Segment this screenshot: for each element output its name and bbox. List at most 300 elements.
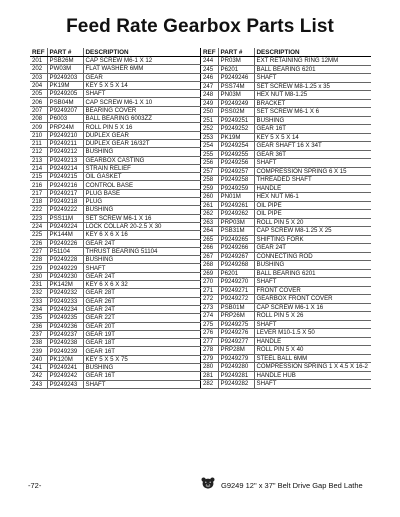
table-row (30, 189, 201, 197)
ref-cell: 262 (201, 210, 218, 219)
description-cell: CAP SCREW M6-1 X 12 (83, 57, 201, 65)
part-number-cell: P9249222 (47, 206, 83, 214)
part-number-cell: P9249224 (47, 222, 83, 230)
table-row (201, 57, 371, 66)
part-number-cell: PN01M (218, 193, 254, 202)
table-row (30, 181, 201, 189)
part-number-cell: PK144M (47, 231, 83, 239)
table-row (201, 108, 371, 117)
table-row (201, 142, 371, 151)
ref-cell: 214 (30, 164, 47, 172)
description-cell: SHAFT (83, 380, 201, 388)
description-cell: COMPRESSION SPRING 6 X 15 (254, 167, 371, 176)
ref-cell: 273 (201, 303, 218, 312)
ref-cell: 250 (201, 108, 218, 117)
table-row (30, 123, 201, 131)
part-number-cell: P9249251 (218, 116, 254, 125)
description-cell: HANDLE HUB (254, 371, 371, 380)
description-cell: CAP SCREW M8-1.25 X 25 (254, 227, 371, 236)
description-cell: SET SCREW M6-1 X 6 (254, 108, 371, 117)
ref-cell: 213 (30, 156, 47, 164)
ref-cell: 228 (30, 256, 47, 264)
ref-cell: 251 (201, 116, 218, 125)
part-number-cell: P9249254 (218, 142, 254, 151)
ref-cell: 202 (30, 65, 47, 73)
ref-cell: 245 (201, 65, 218, 74)
part-number-cell: PSB26M (47, 57, 83, 65)
description-cell: GEAR 24T (83, 239, 201, 247)
ref-cell: 230 (30, 272, 47, 280)
description-cell: ROLL PIN 5 X 40 (254, 346, 371, 355)
description-cell: OIL GASKET (83, 173, 201, 181)
part-number-cell: PR03M (218, 57, 254, 66)
part-number-cell: P9249279 (218, 354, 254, 363)
table-row (30, 272, 201, 280)
description-cell: GEAR 16T (254, 125, 371, 134)
part-number-cell: P9249234 (47, 305, 83, 313)
ref-cell: 208 (30, 115, 47, 123)
table-row (30, 90, 201, 98)
description-cell: GEAR 22T (83, 314, 201, 322)
table-row (30, 148, 201, 156)
ref-cell: 256 (201, 159, 218, 168)
ref-cell: 212 (30, 148, 47, 156)
part-number-cell: PRP03M (218, 218, 254, 227)
description-cell: BUSHING (83, 148, 201, 156)
ref-cell: 242 (30, 372, 47, 380)
description-cell: CAP SCREW M6-1 X 16 (254, 303, 371, 312)
table-row (30, 106, 201, 114)
ref-cell: 255 (201, 150, 218, 159)
table-row (201, 125, 371, 134)
part-number-cell: P9249228 (47, 256, 83, 264)
description-cell: ROLL PIN 5 X 16 (83, 123, 201, 131)
table-row (30, 65, 201, 73)
description-cell: PLUG (83, 198, 201, 206)
table-row (201, 116, 371, 125)
table-row (201, 133, 371, 142)
description-cell: GEAR 20T (83, 322, 201, 330)
ref-cell: 237 (30, 330, 47, 338)
part-number-cell: P9249210 (47, 131, 83, 139)
table-row (30, 131, 201, 139)
table-row (30, 164, 201, 172)
ref-cell: 207 (30, 106, 47, 114)
description-cell: THRUST BEARING 51104 (83, 247, 201, 255)
part-number-cell: PK19M (47, 81, 83, 89)
part-number-cell: P9249267 (218, 252, 254, 261)
table-row (201, 235, 371, 244)
description-cell: SHIFTING FORK (254, 235, 371, 244)
ref-cell: 276 (201, 329, 218, 338)
ref-cell: 239 (30, 347, 47, 355)
part-number-cell: P9249243 (47, 380, 83, 388)
table-row (30, 363, 201, 371)
description-cell: GEARBOX CASTING (83, 156, 201, 164)
part-number-cell: P51104 (47, 247, 83, 255)
ref-cell: 205 (30, 90, 47, 98)
part-number-cell: P9249215 (47, 173, 83, 181)
description-cell: ROLL PIN 5 X 20 (254, 218, 371, 227)
description-cell: HANDLE (254, 337, 371, 346)
column-header-description: DESCRIPTION (83, 48, 201, 57)
table-row (30, 206, 201, 214)
ref-cell: 252 (201, 125, 218, 134)
part-number-cell: PRP26M (218, 312, 254, 321)
ref-cell: 279 (201, 354, 218, 363)
part-number-cell: P9249281 (218, 371, 254, 380)
table-row (201, 329, 371, 338)
part-number-cell: PW03M (47, 65, 83, 73)
ref-cell: 209 (30, 123, 47, 131)
description-cell: BUSHING (83, 363, 201, 371)
part-number-cell: PSS11M (47, 214, 83, 222)
parts-table-left (30, 48, 201, 389)
description-cell: THREADED SHAFT (254, 176, 371, 185)
description-cell: SHAFT (254, 380, 371, 389)
table-row (30, 380, 201, 388)
part-number-cell: P9249211 (47, 139, 83, 147)
part-number-cell: P9249246 (218, 74, 254, 83)
ref-cell: 244 (201, 57, 218, 66)
table-row (201, 371, 371, 380)
part-number-cell: P9249252 (218, 125, 254, 134)
table-row (201, 320, 371, 329)
ref-cell: 260 (201, 193, 218, 202)
table-row (201, 74, 371, 83)
part-number-cell: P9249229 (47, 264, 83, 272)
table-row (201, 269, 371, 278)
description-cell: COMPRESSION SPRING 1 X 4.5 X 16-2 (254, 363, 371, 372)
ref-cell: 281 (201, 371, 218, 380)
ref-cell: 226 (30, 239, 47, 247)
description-cell: SHAFT (254, 320, 371, 329)
ref-cell: 218 (30, 198, 47, 206)
description-cell: KEY 5 X 5 X 14 (83, 81, 201, 89)
ref-cell: 275 (201, 320, 218, 329)
description-cell: GEAR 24T (83, 305, 201, 313)
part-number-cell: P9249217 (47, 189, 83, 197)
description-cell: FLAT WASHER 6MM (83, 65, 201, 73)
table-row (201, 286, 371, 295)
ref-cell: 203 (30, 73, 47, 81)
table-row (30, 322, 201, 330)
description-cell: GEARBOX FRONT COVER (254, 295, 371, 304)
ref-cell: 236 (30, 322, 47, 330)
table-row (201, 82, 371, 91)
part-number-cell: P9249261 (218, 201, 254, 210)
ref-cell: 267 (201, 252, 218, 261)
part-number-cell: P9249258 (218, 176, 254, 185)
description-cell: DUPLEX GEAR (83, 131, 201, 139)
description-cell: SHAFT (83, 90, 201, 98)
ref-cell: 229 (30, 264, 47, 272)
part-number-cell: P9249249 (218, 99, 254, 108)
table-row (30, 247, 201, 255)
table-row (30, 156, 201, 164)
part-number-cell: P9249212 (47, 148, 83, 156)
ref-cell: 266 (201, 244, 218, 253)
ref-cell: 257 (201, 167, 218, 176)
table-row (201, 261, 371, 270)
ref-cell: 241 (30, 363, 47, 371)
description-cell: KEY 5 X 5 X 14 (254, 133, 371, 142)
ref-cell: 216 (30, 181, 47, 189)
description-cell: BRACKET (254, 99, 371, 108)
part-number-cell: P9249226 (47, 239, 83, 247)
table-row (201, 295, 371, 304)
description-cell: GEAR (83, 73, 201, 81)
ref-cell: 274 (201, 312, 218, 321)
table-row (201, 150, 371, 159)
table-row (201, 184, 371, 193)
part-number-cell: PSS02M (218, 108, 254, 117)
description-cell: LOCK COLLAR 20-2.5 X 30 (83, 222, 201, 230)
ref-cell: 278 (201, 346, 218, 355)
description-cell: BEARING COVER (83, 106, 201, 114)
ref-cell: 232 (30, 289, 47, 297)
ref-cell: 210 (30, 131, 47, 139)
column-header-description: DESCRIPTION (254, 48, 371, 57)
ref-cell: 268 (201, 261, 218, 270)
description-cell: BUSHING (83, 206, 201, 214)
ref-cell: 204 (30, 81, 47, 89)
description-cell: GEAR SHAFT 16 X 34T (254, 142, 371, 151)
ref-cell: 227 (30, 247, 47, 255)
part-number-cell: PRP24M (47, 123, 83, 131)
table-row (201, 99, 371, 108)
part-number-cell: P9249262 (218, 210, 254, 219)
description-cell: CONTROL BASE (83, 181, 201, 189)
bear-head-icon (201, 477, 215, 489)
part-number-cell: P9249265 (218, 235, 254, 244)
part-number-cell: P9249275 (218, 320, 254, 329)
part-number-cell: P9249230 (47, 272, 83, 280)
column-header-part: PART # (47, 48, 83, 57)
description-cell: KEY 6 X 6 X 16 (83, 231, 201, 239)
ref-cell: 240 (30, 355, 47, 363)
table-row (201, 201, 371, 210)
ref-cell: 206 (30, 98, 47, 106)
table-row (30, 289, 201, 297)
ref-cell: 261 (201, 201, 218, 210)
ref-cell: 211 (30, 139, 47, 147)
table-row (30, 139, 201, 147)
description-cell: BALL BEARING 6201 (254, 65, 371, 74)
table-row (201, 312, 371, 321)
description-cell: HEX NUT M8-1.25 (254, 91, 371, 100)
description-cell: GEAR 18T (83, 339, 201, 347)
description-cell: ROLL PIN 5 X 26 (254, 312, 371, 321)
parts-tables (30, 48, 371, 389)
ref-cell: 263 (201, 218, 218, 227)
description-cell: GEAR 28T (83, 289, 201, 297)
table-row (30, 198, 201, 206)
ref-cell: 224 (30, 222, 47, 230)
description-cell: CAP SCREW M6-1 X 10 (83, 98, 201, 106)
part-number-cell: P9249235 (47, 314, 83, 322)
ref-cell: 246 (201, 74, 218, 83)
table-row (30, 330, 201, 338)
table-row (201, 337, 371, 346)
page-number: -72- (28, 481, 42, 490)
part-number-cell: P9249270 (218, 278, 254, 287)
description-cell: STRAIN RELIEF (83, 164, 201, 172)
table-row (201, 346, 371, 355)
part-number-cell: P9249214 (47, 164, 83, 172)
table-row (30, 256, 201, 264)
table-row (201, 252, 371, 261)
part-number-cell: PSS74M (218, 82, 254, 91)
ref-cell: 280 (201, 363, 218, 372)
description-cell: DUPLEX GEAR 16/32T (83, 139, 201, 147)
column-header-ref: REF (201, 48, 218, 57)
ref-cell: 248 (201, 91, 218, 100)
description-cell: GEAR 36T (254, 150, 371, 159)
part-number-cell: P9249271 (218, 286, 254, 295)
ref-cell: 270 (201, 278, 218, 287)
description-cell: GEAR 16T (83, 347, 201, 355)
part-number-cell: P9249239 (47, 347, 83, 355)
description-cell: BUSHING (83, 256, 201, 264)
table-header-row (30, 48, 201, 57)
table-row (30, 264, 201, 272)
part-number-cell: P9249232 (47, 289, 83, 297)
part-number-cell: P9249277 (218, 337, 254, 346)
part-number-cell: PK142M (47, 281, 83, 289)
part-number-cell: P9249237 (47, 330, 83, 338)
ref-cell: 215 (30, 173, 47, 181)
part-number-cell: P9249236 (47, 322, 83, 330)
table-row (201, 167, 371, 176)
column-header-part: PART # (218, 48, 254, 57)
description-cell: SHAFT (254, 278, 371, 287)
part-number-cell: P9249259 (218, 184, 254, 193)
table-row (30, 297, 201, 305)
ref-cell: 258 (201, 176, 218, 185)
ref-cell: 253 (201, 133, 218, 142)
parts-table-right (201, 48, 371, 389)
description-cell: BALL BEARING 6003ZZ (83, 115, 201, 123)
description-cell: OIL PIPE (254, 210, 371, 219)
description-cell: KEY 6 X 6 X 32 (83, 281, 201, 289)
description-cell: HANDLE (254, 184, 371, 193)
description-cell: SHAFT (254, 159, 371, 168)
table-row (201, 159, 371, 168)
table-row (30, 222, 201, 230)
part-number-cell: P9249257 (218, 167, 254, 176)
part-number-cell: PSB04M (47, 98, 83, 106)
description-cell: FRONT COVER (254, 286, 371, 295)
ref-cell: 225 (30, 231, 47, 239)
part-number-cell: PSB01M (218, 303, 254, 312)
part-number-cell: P9249218 (47, 198, 83, 206)
ref-cell: 271 (201, 286, 218, 295)
part-number-cell: P9249207 (47, 106, 83, 114)
part-number-cell: P6003 (47, 115, 83, 123)
ref-cell: 201 (30, 57, 47, 65)
part-number-cell: P9249216 (47, 181, 83, 189)
table-row (30, 347, 201, 355)
table-row (201, 210, 371, 219)
table-row (30, 73, 201, 81)
table-row (201, 65, 371, 74)
part-number-cell: PK120M (47, 355, 83, 363)
part-number-cell: P9249272 (218, 295, 254, 304)
ref-cell: 235 (30, 314, 47, 322)
ref-cell: 277 (201, 337, 218, 346)
part-number-cell: P9249268 (218, 261, 254, 270)
table-header-row (201, 48, 371, 57)
description-cell: PLUG BASE (83, 189, 201, 197)
description-cell: SHAFT (254, 74, 371, 83)
table-row (30, 355, 201, 363)
part-number-cell: P9249205 (47, 90, 83, 98)
part-number-cell: P9249282 (218, 380, 254, 389)
table-row (201, 303, 371, 312)
ref-cell: 264 (201, 227, 218, 236)
table-row (30, 339, 201, 347)
description-cell: GEAR 24T (83, 272, 201, 280)
part-number-cell: P9249213 (47, 156, 83, 164)
table-row (30, 57, 201, 65)
part-number-cell: PRP28M (218, 346, 254, 355)
table-row (201, 91, 371, 100)
table-row (201, 193, 371, 202)
ref-cell: 265 (201, 235, 218, 244)
description-cell: EXT RETAINING RING 12MM (254, 57, 371, 66)
description-cell: GEAR 16T (83, 372, 201, 380)
table-row (30, 214, 201, 222)
description-cell: SET SCREW M6-1 X 16 (83, 214, 201, 222)
ref-cell: 259 (201, 184, 218, 193)
table-row (30, 239, 201, 247)
ref-cell: 249 (201, 99, 218, 108)
ref-cell: 231 (30, 281, 47, 289)
part-number-cell: P6201 (218, 65, 254, 74)
description-cell: KEY 5 X 5 X 75 (83, 355, 201, 363)
part-number-cell: PN03M (218, 91, 254, 100)
table-row (30, 372, 201, 380)
table-row (201, 176, 371, 185)
part-number-cell: PK19M (218, 133, 254, 142)
ref-cell: 247 (201, 82, 218, 91)
ref-cell: 254 (201, 142, 218, 151)
description-cell: BUSHING (254, 261, 371, 270)
part-number-cell: P9249203 (47, 73, 83, 81)
part-number-cell: P9249238 (47, 339, 83, 347)
table-row (30, 98, 201, 106)
part-number-cell: P9249242 (47, 372, 83, 380)
ref-cell: 269 (201, 269, 218, 278)
ref-cell: 223 (30, 214, 47, 222)
ref-cell: 233 (30, 297, 47, 305)
description-cell: LEVER M10-1.5 X 50 (254, 329, 371, 338)
table-row (201, 380, 371, 389)
description-cell: GEAR 24T (254, 244, 371, 253)
part-number-cell: P9249255 (218, 150, 254, 159)
ref-cell: 222 (30, 206, 47, 214)
part-number-cell: P9249280 (218, 363, 254, 372)
description-cell: GEAR 19T (83, 330, 201, 338)
part-number-cell: PSB31M (218, 227, 254, 236)
description-cell: CONNECTING ROD (254, 252, 371, 261)
part-number-cell: P9249276 (218, 329, 254, 338)
model-title: G9249 12" x 37" Belt Drive Gap Bed Lathe (221, 481, 363, 490)
description-cell: HEX NUT M6-1 (254, 193, 371, 202)
description-cell: OIL PIPE (254, 201, 371, 210)
description-cell: BUSHING (254, 116, 371, 125)
